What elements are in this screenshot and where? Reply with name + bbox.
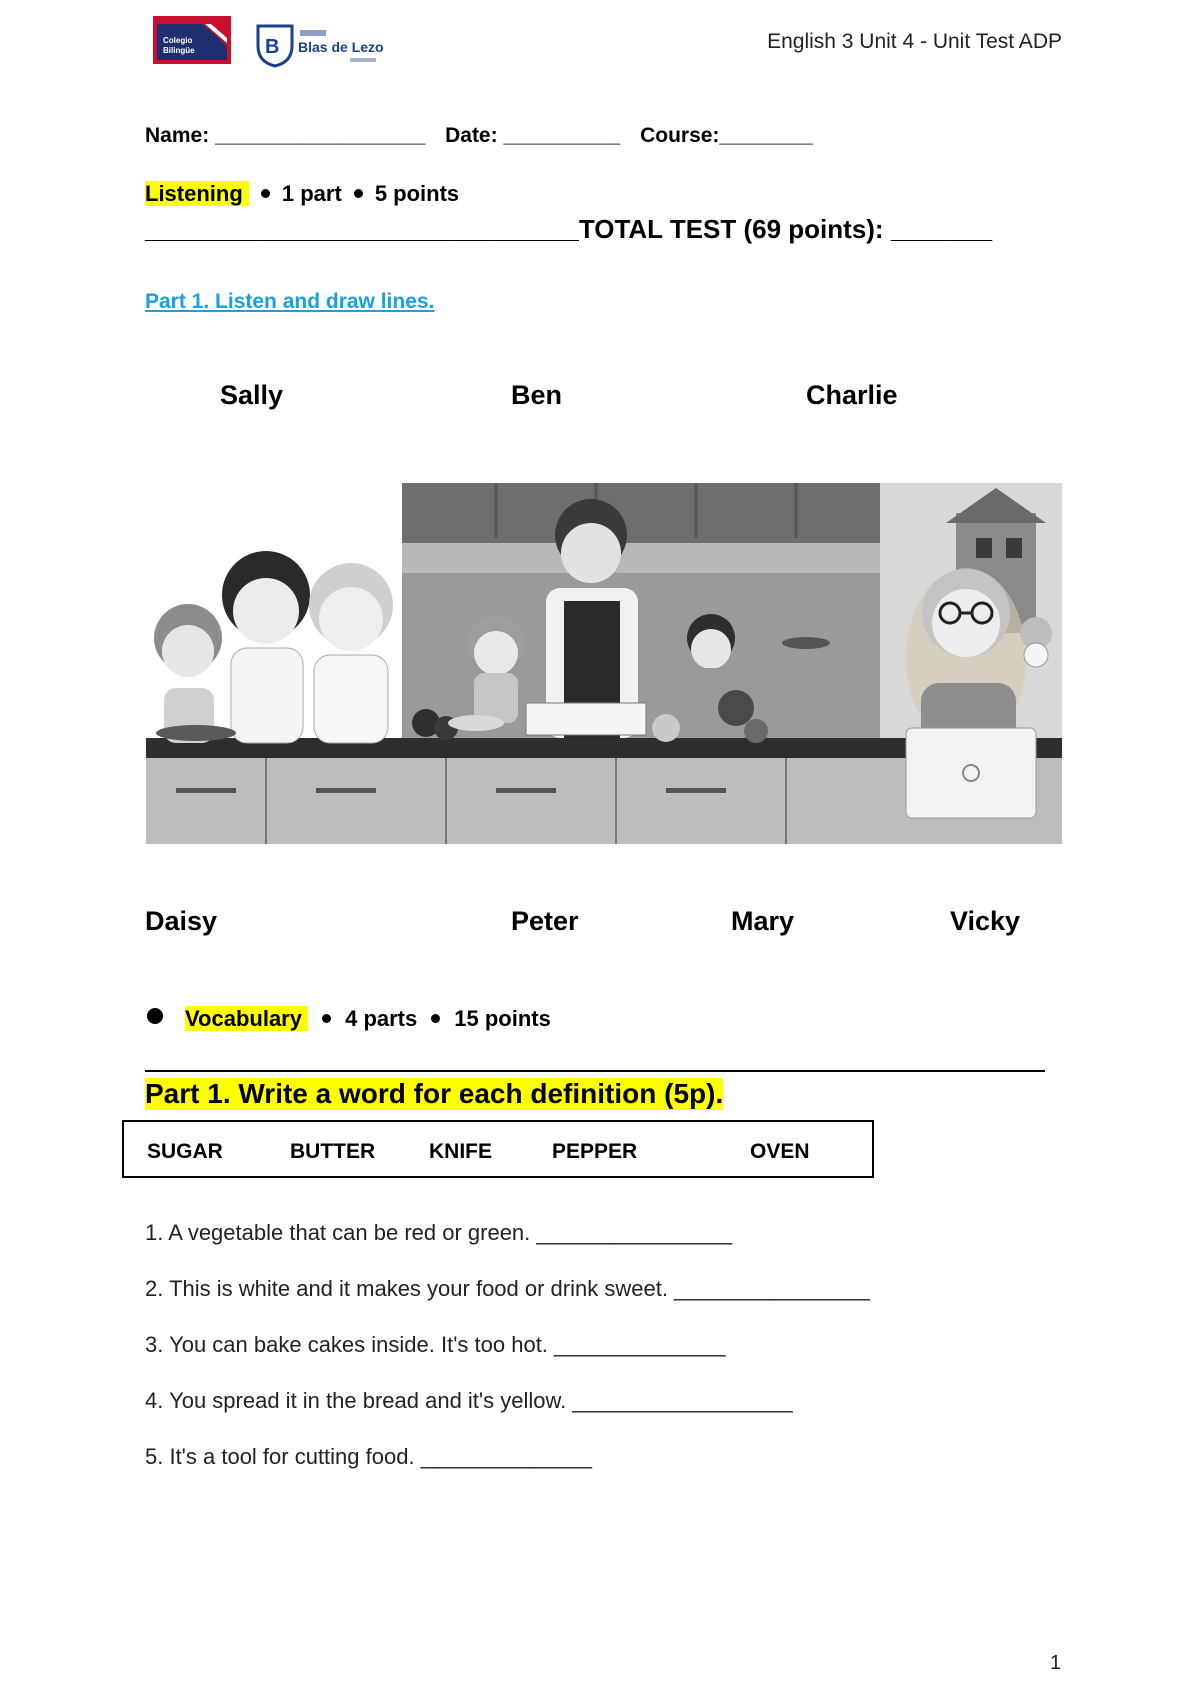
- bullet-icon: [147, 1008, 163, 1024]
- student-info: [145, 124, 827, 148]
- bullet-icon: [431, 1014, 440, 1023]
- course-field[interactable]: Course:________: [640, 124, 813, 147]
- listening-part1-title: Part 1. Listen and draw lines.: [145, 290, 435, 313]
- vocabulary-section-header: [145, 1006, 551, 1032]
- svg-text:Bilingüe: Bilingüe: [163, 46, 195, 55]
- listening-parts: 1 part: [281, 181, 342, 206]
- question-4[interactable]: 4. You spread it in the bread and it's yellow. __________________: [145, 1388, 793, 1413]
- vocabulary-part1-title: Part 1. Write a word for each definition (5p).: [145, 1078, 724, 1109]
- bullet-icon: [354, 189, 363, 198]
- listening-section-header: [145, 181, 459, 207]
- colegio-bilingue-logo: [153, 16, 231, 70]
- name-charlie: Charlie: [806, 380, 898, 410]
- name-sally: Sally: [220, 380, 284, 410]
- total-test-line: [145, 214, 1061, 245]
- name-ben: Ben: [511, 380, 563, 410]
- divider: [145, 1070, 1045, 1072]
- listening-points: 5 points: [374, 181, 460, 206]
- total-prefix-line: ______________________________: [145, 214, 579, 244]
- question-5[interactable]: 5. It's a tool for cutting food. ______________: [145, 1444, 592, 1469]
- svg-text:Blas de Lezo: Blas de Lezo: [298, 39, 384, 55]
- word-bank-item: SUGAR: [147, 1140, 223, 1163]
- vocabulary-label: Vocabulary: [185, 1006, 309, 1031]
- name-daisy: Daisy: [145, 906, 218, 936]
- bullet-icon: [322, 1014, 331, 1023]
- question-3[interactable]: 3. You can bake cakes inside. It's too hot. ______________: [145, 1332, 726, 1357]
- total-test-label[interactable]: TOTAL TEST (69 points): _______: [578, 214, 993, 244]
- vocabulary-points: 15 points: [454, 1006, 551, 1031]
- kitchen-scene-illustration: [146, 483, 1062, 844]
- word-bank-item: OVEN: [750, 1140, 810, 1163]
- page-number: 1: [1050, 1652, 1062, 1674]
- name-peter: Peter: [511, 906, 579, 936]
- name-field[interactable]: Name: __________________: [145, 124, 426, 147]
- word-bank-item: PEPPER: [552, 1140, 638, 1163]
- date-field[interactable]: Date: __________: [445, 124, 621, 147]
- svg-text:B: B: [265, 36, 280, 58]
- svg-text:Colegio: Colegio: [163, 36, 193, 45]
- header-title: English 3 Unit 4 - Unit Test ADP: [767, 30, 1062, 53]
- word-bank-item: BUTTER: [290, 1140, 376, 1163]
- vocabulary-parts: 4 parts: [345, 1006, 418, 1031]
- question-1[interactable]: 1. A vegetable that can be red or green. ________________: [145, 1220, 733, 1245]
- blas-de-lezo-logo: [254, 22, 384, 68]
- question-2[interactable]: 2. This is white and it makes your food or drink sweet. ________________: [145, 1276, 870, 1301]
- listening-label: Listening: [145, 181, 249, 206]
- name-mary: Mary: [731, 906, 795, 936]
- name-vicky: Vicky: [950, 906, 1021, 936]
- word-bank-item: KNIFE: [429, 1140, 492, 1163]
- word-bank: [122, 1120, 874, 1178]
- bullet-icon: [261, 189, 270, 198]
